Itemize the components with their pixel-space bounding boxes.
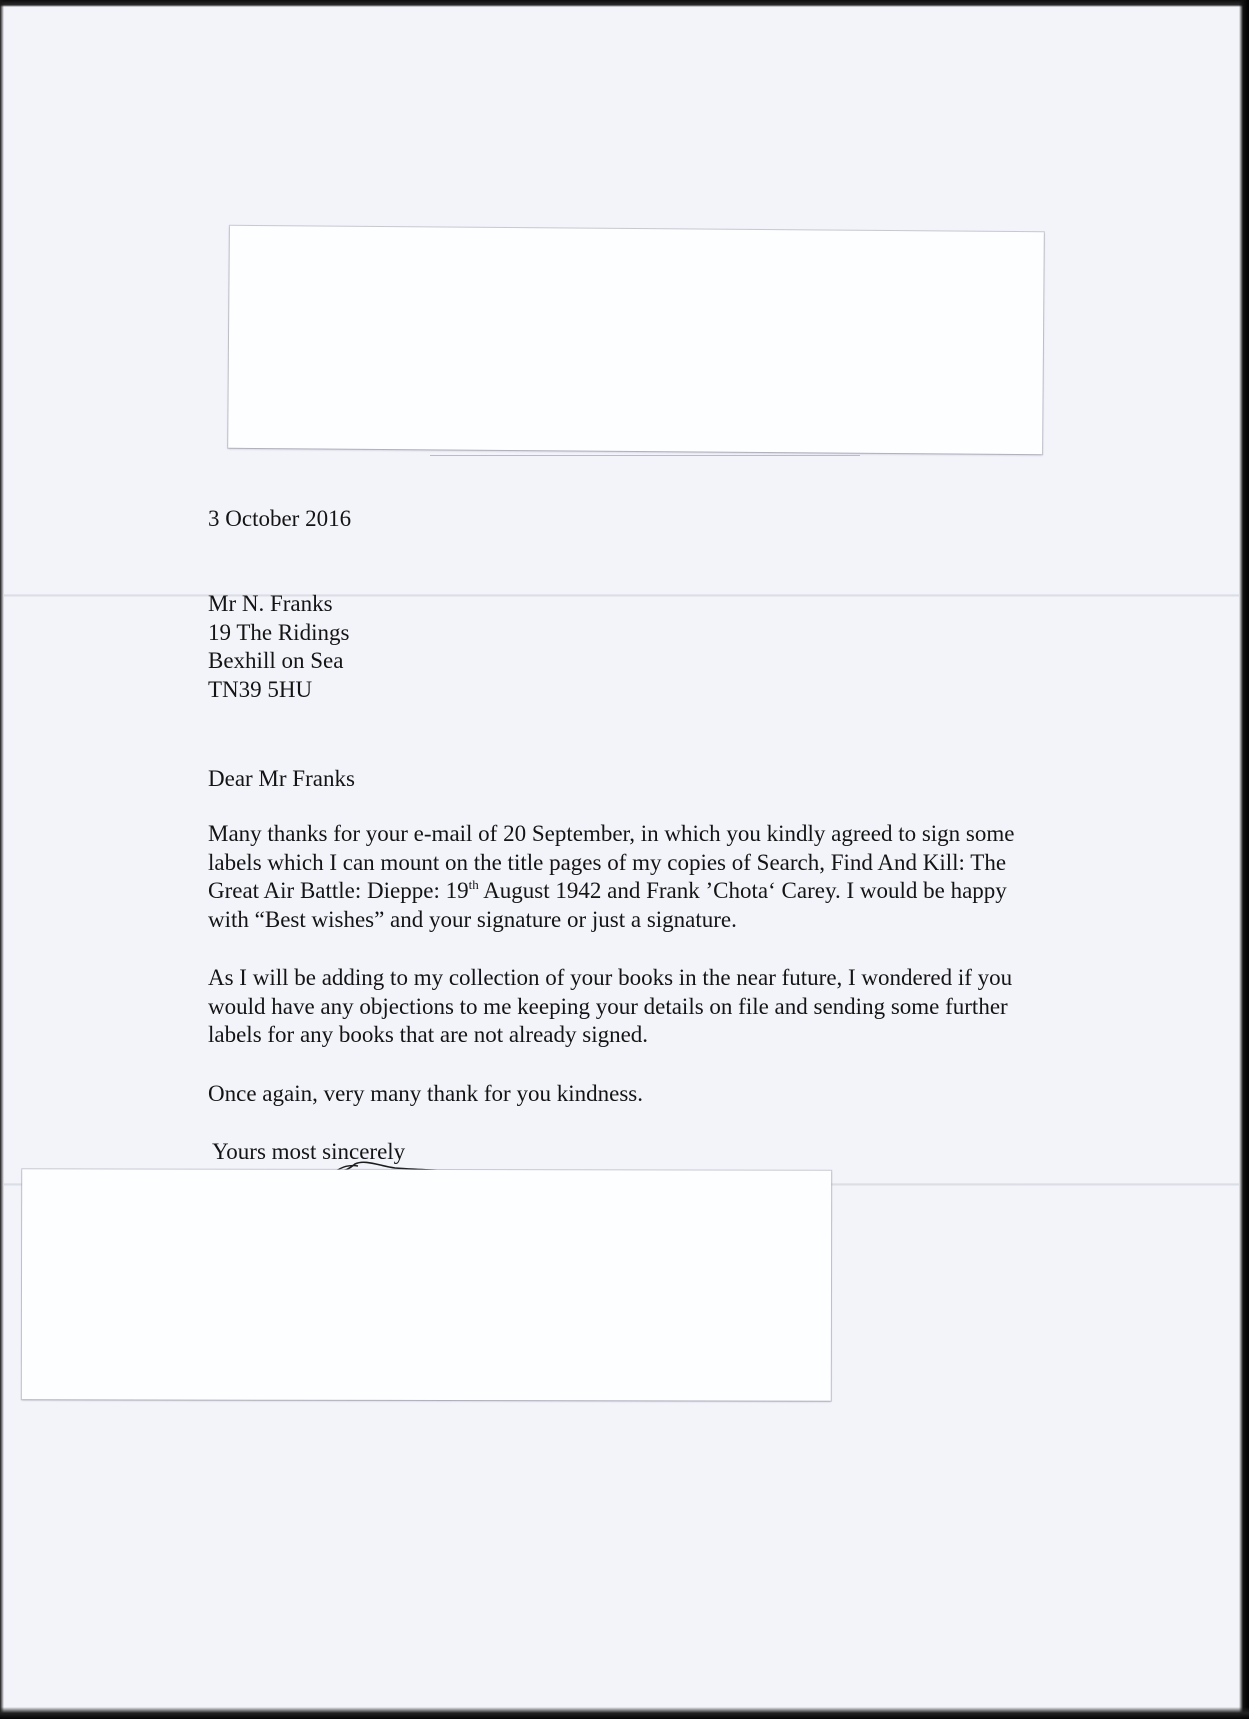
- paragraph-line: would have any objections to me keeping your details on file and sending some further: [208, 993, 1008, 1019]
- cover-strip-shadow-line: [430, 455, 860, 456]
- complimentary-close: Yours most sincerely: [212, 1139, 406, 1164]
- scan-edge-top: [0, 0, 1249, 7]
- letter-date: 3 October 2016: [208, 506, 352, 531]
- paragraph-collection: [208, 964, 1012, 1050]
- paragraph-thanks: [208, 820, 1014, 934]
- paragraph-line: labels which I can mount on the title pages of my copies of Search, Find And Kill: The: [208, 849, 1007, 875]
- ordinal-suffix: th: [468, 877, 479, 892]
- sender-address-cover-strip: [228, 226, 1044, 454]
- scan-edge-left: [0, 0, 4, 1719]
- paper-fold-upper: [4, 594, 1239, 597]
- scan-edge-right: [1239, 0, 1249, 1719]
- recipient-street: 19 The Ridings: [208, 619, 350, 645]
- paragraph-line: with “Best wishes” and your signature or just a signature.: [208, 906, 737, 932]
- salutation: Dear Mr Franks: [208, 766, 355, 791]
- paragraph-line: As I will be adding to my collection of your books in the near future, I wondered if you: [208, 965, 1013, 990]
- signature-cover-strip: [22, 1169, 831, 1400]
- recipient-name: Mr N. Franks: [208, 591, 333, 616]
- line-text: Great Air Battle: Dieppe: 19: [208, 878, 469, 903]
- scan-edge-bottom: [0, 1707, 1249, 1719]
- paragraph-closing-thanks: Once again, very many thank for you kindness.: [208, 1081, 643, 1106]
- paragraph-line: [208, 877, 1014, 906]
- recipient-address: [208, 590, 349, 704]
- recipient-town: Bexhill on Sea: [208, 648, 344, 673]
- paragraph-line: labels for any books that are not already signed.: [208, 1022, 649, 1047]
- recipient-postcode: TN39 5HU: [208, 676, 313, 702]
- paragraph-line: Many thanks for your e-mail of 20 September, in which you kindly agreed to sign some: [208, 821, 1015, 846]
- line-text: August 1942 and Frank ’Chota‘ Carey. I would be happy: [478, 878, 1007, 903]
